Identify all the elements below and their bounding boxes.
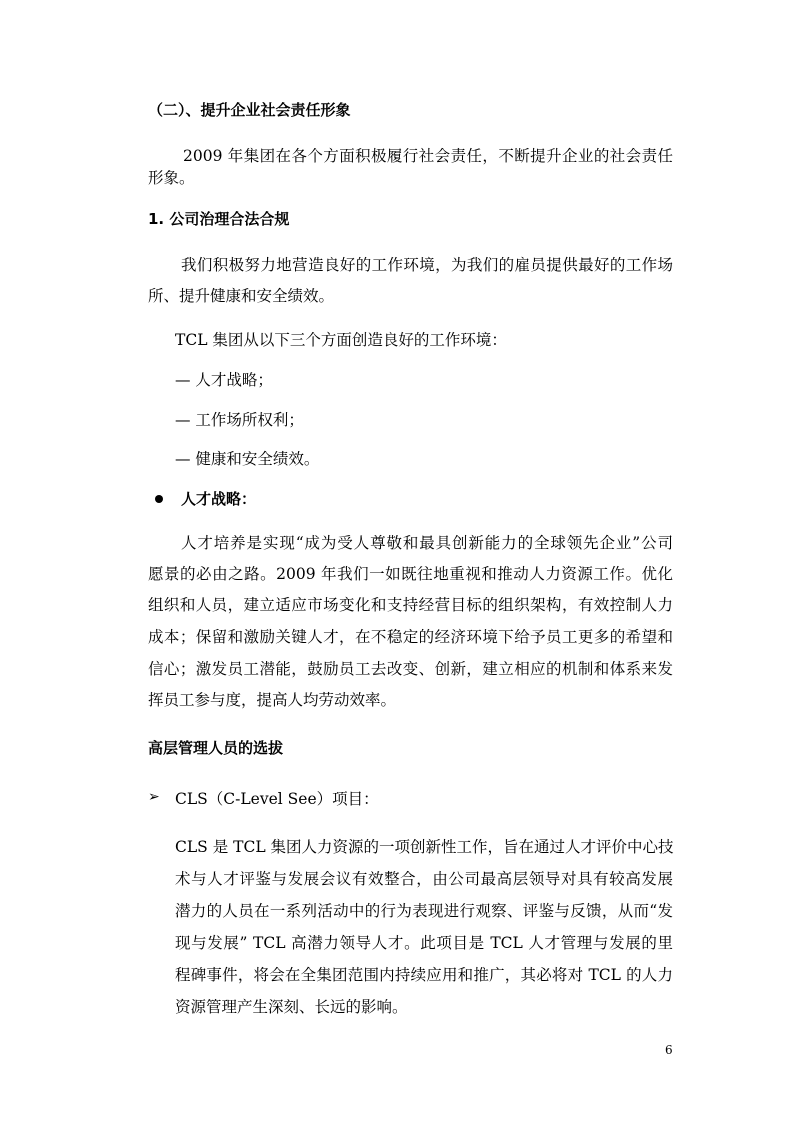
cls-para-line-5: 程碑事件，将会在全集团范围内持续应用和推广，其必将对 TCL 的人力 (175, 966, 673, 984)
talent-para-line-6: 挥员工参与度，提高人均劳动效率。 (148, 691, 397, 709)
bullet-dot-icon (155, 495, 163, 503)
sub1-para-line-2: 所、提升健康和安全绩效。 (148, 287, 335, 305)
cls-heading: CLS（C-Level See）项目： (175, 790, 379, 808)
arrow-bullet-icon: ➢ (148, 789, 160, 805)
cls-para-line-3: 潜力的人员在一系列活动中的行为表现进行观察、评鉴与反馈，从而“发 (175, 902, 673, 920)
sub1-para-line-1: 我们积极努力地营造良好的工作环境，为我们的雇员提供最好的工作场 (181, 256, 673, 274)
list-item: — 人才战略； (175, 371, 273, 389)
cls-para-line-1: CLS 是 TCL 集团人力资源的一项创新性工作，旨在通过人才评价中心技 (175, 838, 674, 856)
section-heading: （二）、提升企业社会责任形象 (148, 101, 351, 119)
list-item: — 工作场所权利； (175, 411, 304, 429)
sub1-list-intro: TCL 集团从以下三个方面创造良好的工作环境： (175, 331, 507, 349)
talent-para-line-5: 信心；激发员工潜能，鼓励员工去改变、创新，建立相应的机制和体系来发 (148, 660, 673, 678)
senior-heading: 高层管理人员的选拔 (148, 739, 284, 757)
cls-para-line-2: 术与人才评鉴与发展会议有效整合，由公司最高层领导对具有较高发展 (175, 870, 673, 888)
page-number: 6 (665, 1043, 673, 1057)
talent-para-line-1: 人才培养是实现“成为受人尊敬和最具创新能力的全球领先企业”公司 (181, 534, 673, 552)
sub1-heading: 1. 公司治理合法合规 (148, 210, 290, 228)
cls-para-line-4: 现与发展” TCL 高潜力领导人才。此项目是 TCL 人才管理与发展的里 (175, 934, 673, 952)
intro-line-1: 2009 年集团在各个方面积极履行社会责任，不断提升企业的社会责任 (183, 147, 673, 165)
talent-heading: 人才战略： (181, 490, 257, 508)
talent-para-line-3: 组织和人员，建立适应市场变化和支持经营目标的组织架构，有效控制人力 (148, 596, 673, 614)
intro-line-2: 形象。 (148, 169, 195, 187)
talent-para-line-2: 愿景的必由之路。2009 年我们一如既往地重视和推动人力资源工作。优化 (148, 565, 673, 583)
talent-para-line-4: 成本；保留和激励关键人才，在不稳定的经济环境下给予员工更多的希望和 (148, 628, 673, 646)
cls-para-line-6: 资源管理产生深刻、长远的影响。 (175, 998, 408, 1016)
list-item: — 健康和安全绩效。 (175, 450, 320, 468)
